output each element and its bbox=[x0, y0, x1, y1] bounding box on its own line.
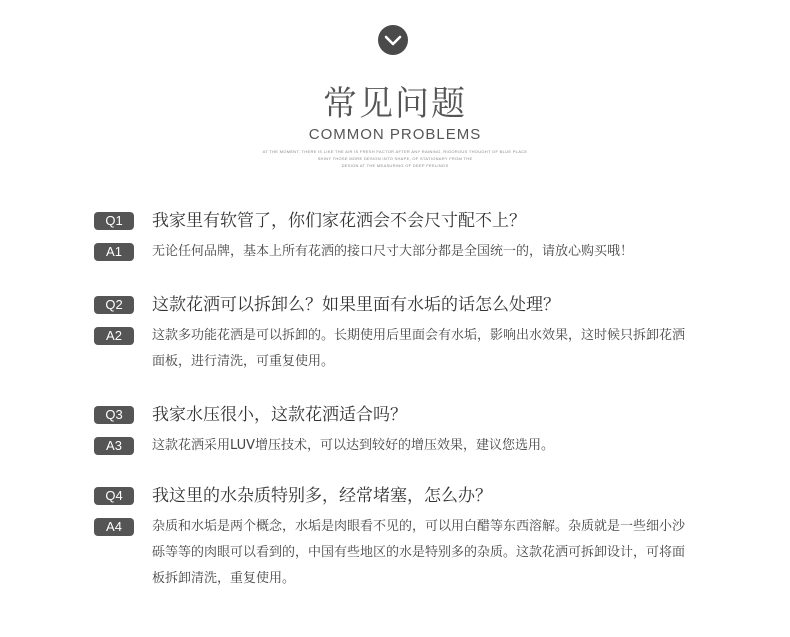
answer-text: 无论任何品牌，基本上所有花洒的接口尺寸大部分都是全国统一的，请放心购买哦！ bbox=[152, 244, 634, 259]
question-text: 这款花洒可以拆卸么？如果里面有水垢的话怎么处理？ bbox=[152, 295, 560, 315]
page-title: 常见问题 bbox=[323, 84, 467, 124]
question-text: 我家水压很小，这款花洒适合吗？ bbox=[152, 405, 407, 425]
answer-text: 这款花洒采用LUV增压技术，可以达到较好的增压效果，建议您选用。 bbox=[152, 438, 555, 453]
page-subtitle: COMMON PROBLEMS bbox=[308, 126, 482, 143]
tagline-line: DESIGN AT THE MEASURING OF DEEP FEELINGS bbox=[341, 163, 449, 168]
answer-text: 杂质和水垢是两个概念，水垢是肉眼看不见的，可以用白醋等东西溶解。杂质就是一些细小沙砾等等的肉眼可以看到的，中国有些地区的水是特别多的杂质。这款花洒可拆卸设计，可将面板拆卸清洗，重复使用。 bbox=[152, 519, 686, 586]
question-badge: Q2 bbox=[94, 296, 134, 314]
answer-badge: A4 bbox=[94, 518, 134, 536]
answer-badge: A1 bbox=[94, 243, 134, 261]
answer-text: 这款多功能花洒是可以拆卸的。长期使用后里面会有水垢，影响出水效果，这时候只拆卸花洒面板，进行清洗，可重复使用。 bbox=[152, 328, 686, 369]
question-text: 我家里有软管了，你们家花洒会不会尺寸配不上？ bbox=[152, 211, 526, 231]
tagline-line: AT THE MOMENT, THERE IS LIKE THE AIR IS FRESH FACTOR AFTER ANY RAINING, RIGOROUS THOUGHT OF BLUE PLACE bbox=[262, 149, 528, 154]
answer-badge: A3 bbox=[94, 437, 134, 455]
question-text: 我这里的水杂质特别多，经常堵塞，怎么办？ bbox=[152, 486, 492, 506]
question-badge: Q3 bbox=[94, 406, 134, 424]
question-badge: Q1 bbox=[94, 212, 134, 230]
chevron-down-icon bbox=[378, 25, 408, 55]
tagline-line: SHINY THOSE MORE DESIGN INTO SHAPE, OF STATIONARY FROM THE bbox=[317, 156, 473, 161]
question-badge: Q4 bbox=[94, 487, 134, 505]
answer-badge: A2 bbox=[94, 327, 134, 345]
